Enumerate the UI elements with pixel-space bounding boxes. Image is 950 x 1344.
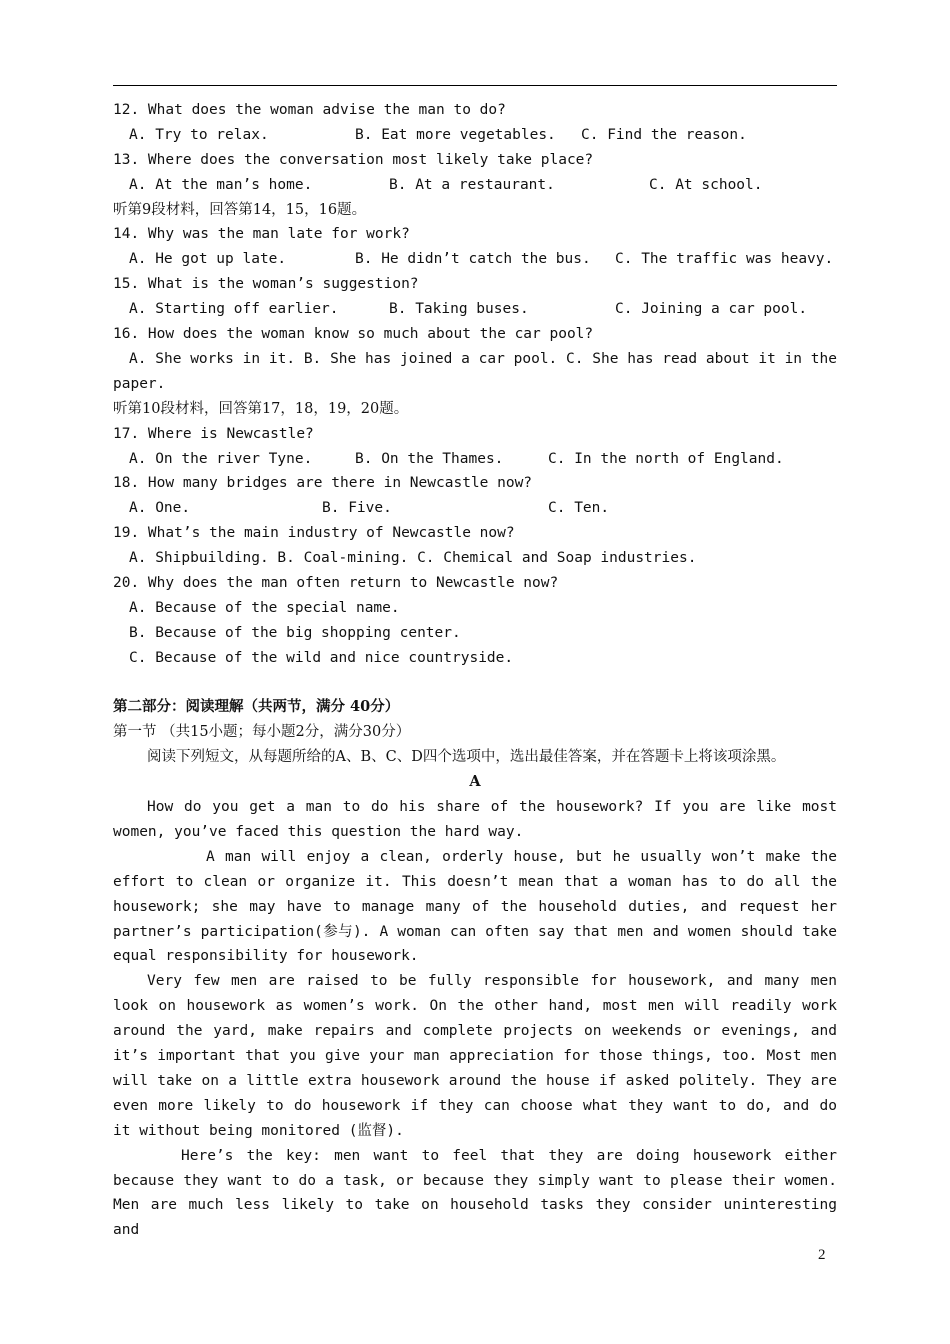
passage-paragraph-4: Here’s the key: men want to feel that they are doing housework either because they want to do a task, or because they simply want to please their women. Men are much less likely to take on household tasks they consider uninteresting and [113,1147,837,1239]
question-20-stem: 20. Why does the man often return to Newcastle now? [113,574,559,591]
question-17-options [113,447,837,472]
question-18-options [113,496,837,521]
option-b: B. He didn’t catch the bus. [355,251,591,268]
section-10-instruction: 听第10段材料，回答第17，18，19，20题。 [113,400,409,417]
option-b: B. At a restaurant. [389,176,555,193]
passage-paragraph-3: Very few men are raised to be fully responsible for housework, and many men look on housework as women’s work. On the other hand, most men will readily work around the yard, make repairs and complete projects on weekends or evenings, and it’s important that you give your man appreciation for those things, too. Most men will take on a little extra housework around the house if asked politely. They are even more likely to do housework if they can choose what they want to do, and do it without being monitored (监督). [113,973,837,1139]
option-a: A. One. [129,500,191,517]
option-a: A. He got up late. [129,251,287,268]
reading-instructions: 阅读下列短文，从每题所给的A、B、C、D四个选项中，选出最佳答案，并在答题卡上将该项涂黑。 [147,749,786,766]
question-18-stem: 18. How many bridges are there in Newcastle now? [113,475,533,492]
question-19-stem: 19. What’s the main industry of Newcastle now? [113,525,515,542]
option-a: A. Because of the special name. [129,599,400,616]
passage-label: A [469,773,481,791]
section-9-instruction: 听第9段材料，回答第14，15，16题。 [113,201,367,218]
header-rule [113,85,837,86]
option-c: C. Find the reason. [581,126,747,143]
option-b: B. Five. [322,500,392,517]
question-16-stem: 16. How does the woman know so much about the car pool? [113,326,594,343]
question-12-options [113,123,837,148]
question-17-stem: 17. Where is Newcastle? [113,425,314,442]
passage-paragraph-1: How do you get a man to do his share of the housework? If you are like most women, you’ve faced this question the hard way. [113,798,837,840]
option-c: C. Because of the wild and nice countryside. [129,649,514,666]
option-b: B. On the Thames. [355,450,504,467]
option-c: C. At school. [649,176,763,193]
option-a: A. On the river Tyne. [129,450,313,467]
option-a: A. At the man’s home. [129,176,313,193]
question-14-stem: 14. Why was the man late for work? [113,226,410,243]
option-c: C. Ten. [548,500,610,517]
part-2-heading: 第二部分：阅读理解（共两节，满分 40分） [113,698,400,716]
option-c: C. The traffic was heavy. [615,251,834,268]
page-number: 2 [818,1247,826,1263]
page-content [113,98,837,1243]
option-b: B. Eat more vegetables. [355,126,556,143]
question-13-options [113,173,837,198]
question-19-options: A. Shipbuilding. B. Coal-mining. C. Chemical and Soap industries. [129,550,697,567]
question-15-stem: 15. What is the woman’s suggestion? [113,276,419,293]
option-c: C. In the north of England. [548,450,784,467]
question-12-stem: 12. What does the woman advise the man to do? [113,102,506,118]
option-a: A. Try to relax. [129,126,269,143]
section-1-heading: 第一节 （共15小题；每小题2分，满分30分） [113,724,411,741]
question-16-options: A. She works in it. B. She has joined a car pool. C. She has read about it in the paper. [113,350,837,392]
question-13-stem: 13. Where does the conversation most likely take place? [113,151,594,168]
passage-paragraph-2: A man will enjoy a clean, orderly house, but he usually won’t make the effort to clean or organize it. This doesn’t mean that a woman has to do all the housework; she may have to manage many of the household duties, and request her partner’s participation(参与). A woman can often say that men and women should take equal responsibility for housework. [113,848,837,965]
option-c: C. Joining a car pool. [615,301,808,318]
option-b: B. Taking buses. [389,301,529,318]
question-14-options [113,247,837,272]
option-a: A. Starting off earlier. [129,301,339,318]
question-15-options [113,297,837,322]
option-b: B. Because of the big shopping center. [129,624,461,641]
